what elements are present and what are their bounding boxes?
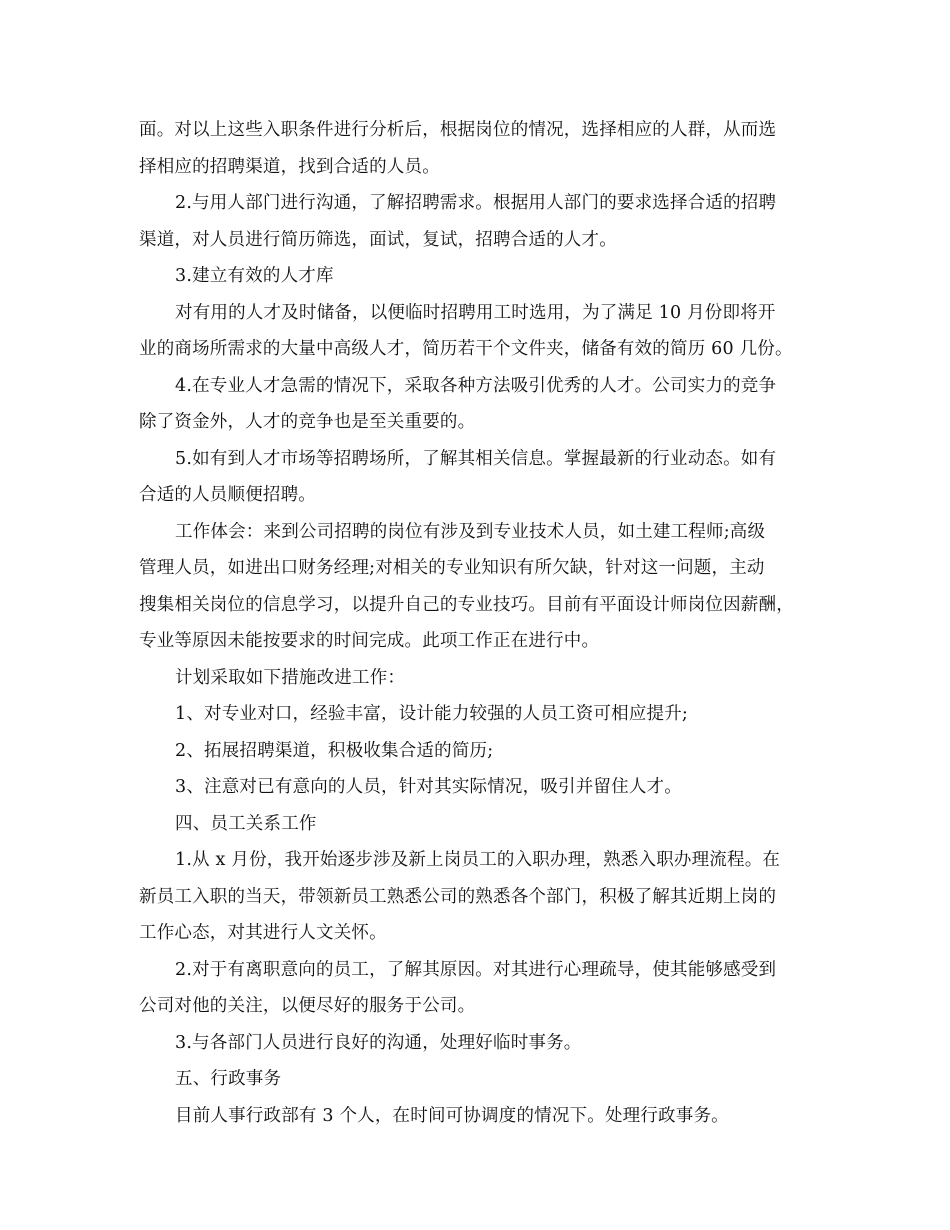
text-line: 5.如有到人才市场等招聘场所，了解其相关信息。掌握最新的行业动态。如有 — [175, 448, 777, 469]
text-line: 1.从 x 月份，我开始逐步涉及新上岗员工的入职办理，熟悉入职办理流程。在 — [175, 850, 781, 870]
list-item: 2、拓展招聘渠道，积极收集合适的简历; — [175, 740, 494, 761]
document-body — [139, 112, 819, 1134]
text-line: 新员工入职的当天，带领新员工熟悉公司的熟悉各个部门，积极了解其近期上岗的 — [139, 886, 777, 907]
text-line: 工作体会：来到公司招聘的岗位有涉及到专业技术人员，如土建工程师;高级 — [175, 521, 766, 542]
text-line: 工作心态，对其进行人文关怀。 — [139, 923, 387, 943]
text-line: 搜集相关岗位的信息学习，以提升自己的专业技巧。目前有平面设计师岗位因薪酬， — [139, 594, 794, 615]
text-line: 合适的人员顺便招聘。 — [139, 485, 316, 505]
text-line: 计划采取如下措施改进工作： — [175, 667, 406, 688]
text-line: 渠道，对人员进行简历筛选，面试，复试，招聘合适的人才。 — [139, 229, 617, 250]
text-line: 对有用的人才及时储备，以便临时招聘用工时选用，为了满足 10 月份即将开 — [175, 302, 776, 323]
section-heading: 五、行政事务 — [175, 1069, 282, 1089]
text-line: 面。对以上这些入职条件进行分析后，根据岗位的情况，选择相应的人群，从而选 — [139, 120, 777, 140]
text-line: 3.与各部门人员进行良好的沟通，处理好临时事务。 — [175, 1032, 582, 1053]
list-item: 1、对专业对口，经验丰富，设计能力较强的人员工资可相应提升; — [175, 704, 689, 724]
text-line: 择相应的招聘渠道，找到合适的人员。 — [139, 156, 440, 177]
text-line: 业的商场所需求的大量中高级人才，简历若干个文件夹，储备有效的简历 60 几份。 — [139, 339, 793, 359]
section-heading: 3.建立有效的人才库 — [175, 266, 334, 286]
text-line: 专业等原因未能按要求的时间完成。此项工作正在进行中。 — [139, 631, 600, 651]
text-line: 4.在专业人才急需的情况下，采取各种方法吸引优秀的人才。公司实力的竞争 — [175, 375, 777, 396]
text-line: 除了资金外，人才的竞争也是至关重要的。 — [139, 412, 476, 432]
text-line: 公司对他的关注，以便尽好的服务于公司。 — [139, 996, 476, 1016]
text-line: 管理人员，如进出口财务经理;对相关的专业知识有所欠缺，针对这一问题，主动 — [139, 558, 765, 578]
text-line: 目前人事行政部有 3 个人，在时间可协调度的情况下。处理行政事务。 — [175, 1105, 729, 1126]
section-heading: 四、员工关系工作 — [175, 813, 317, 834]
text-line: 2.对于有离职意向的员工，了解其原因。对其进行心理疏导，使其能够感受到 — [175, 959, 777, 980]
list-item: 3、注意对已有意向的人员，针对其实际情况，吸引并留住人才。 — [175, 777, 682, 797]
text-line: 2.与用人部门进行沟通，了解招聘需求。根据用人部门的要求选择合适的招聘 — [175, 193, 777, 213]
